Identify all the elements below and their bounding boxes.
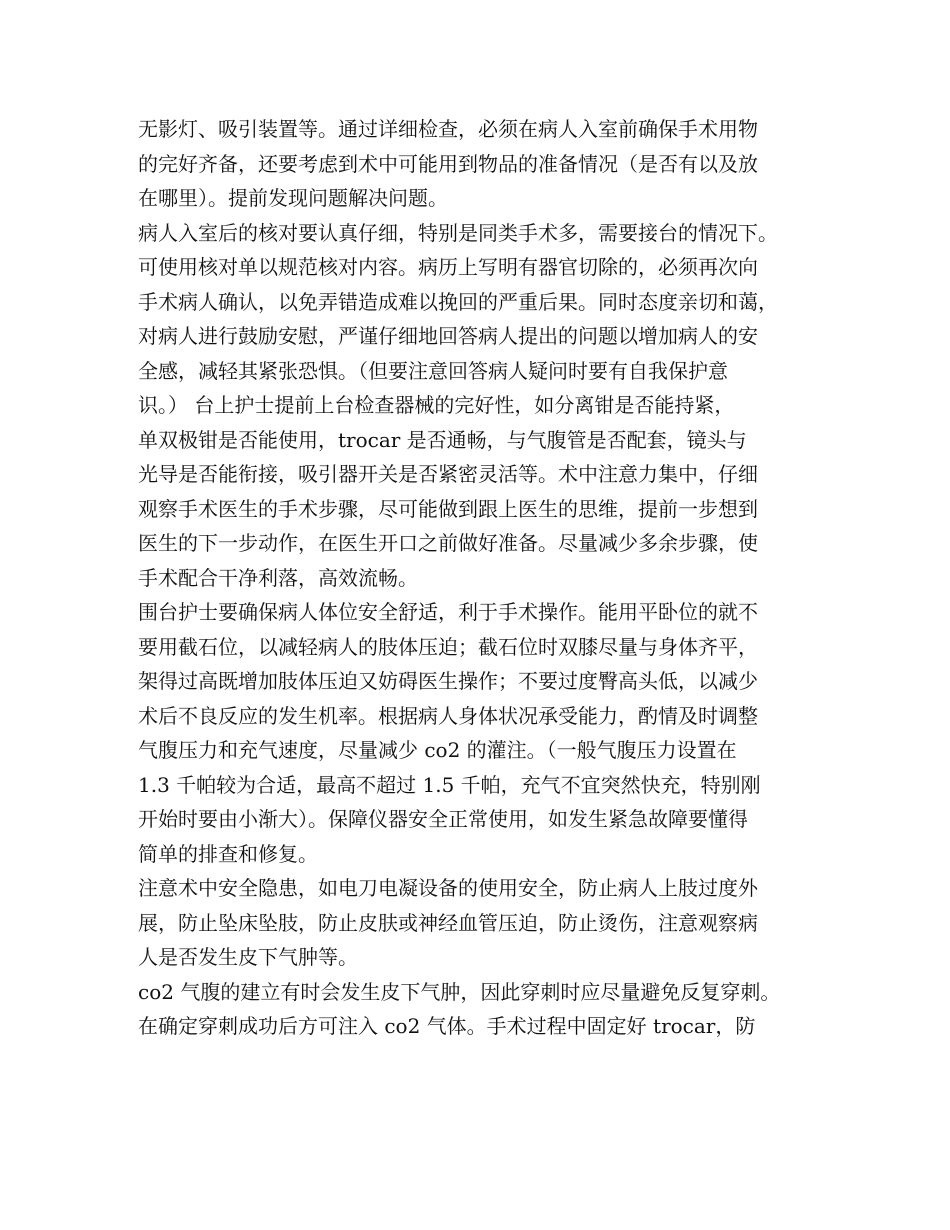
text-line: 可使用核对单以规范核对内容。病历上写明有器官切除的，必须再次向 bbox=[138, 255, 758, 279]
text-line: 单双极钳是否能使用，trocar 是否通畅，与气腹管是否配套，镜头与 bbox=[138, 427, 747, 452]
text-line: 术后不良反应的发生机率。根据病人身体状况承受能力，酌情及时调整 bbox=[138, 703, 758, 728]
text-line: 在哪里）。提前发现问题解决问题。 bbox=[138, 186, 448, 210]
text-line: 人是否发生皮下气肿等。 bbox=[138, 945, 358, 969]
text-line: 手术病人确认，以免弄错造成难以挽回的严重后果。同时态度亲切和蔼， bbox=[138, 289, 778, 314]
text-line: 观察手术医生的手术步骤，尽可能做到跟上医生的思维，提前一步想到 bbox=[138, 496, 758, 521]
text-line: 在确定穿刺成功后方可注入 co2 气体。手术过程中固定好 trocar，防 bbox=[138, 1014, 756, 1038]
text-line: 全感，减轻其紧张恐惧。（但要注意回答病人疑问时要有自我保护意 bbox=[138, 358, 728, 383]
text-line: 病人入室后的核对要认真仔细，特别是同类手术多，需要接台的情况下。 bbox=[138, 220, 778, 245]
text-line: 识。） 台上护士提前上台检查器械的完好性，如分离钳是否能持紧， bbox=[138, 393, 735, 417]
text-line: 气腹压力和充气速度，尽量减少 co2 的灌注。（一般气腹压力设置在 bbox=[138, 738, 737, 762]
text-line: 架得过高既增加肢体压迫又妨碍医生操作；不要过度臀高头低，以减少 bbox=[138, 669, 758, 693]
text-line: co2 气腹的建立有时会发生皮下气肿，因此穿刺时应尽量避免反复穿刺。 bbox=[138, 979, 781, 1004]
text-line: 展，防止坠床坠肢，防止皮肤或神经血管压迫，防止烫伤，注意观察病 bbox=[138, 910, 758, 935]
text-line: 医生的下一步动作，在医生开口之前做好准备。尽量减少多余步骤，使 bbox=[138, 531, 758, 555]
text-line: 的完好齐备，还要考虑到术中可能用到物品的准备情况（是否有以及放 bbox=[138, 151, 758, 176]
text-line: 围台护士要确保病人体位安全舒适，利于手术操作。能用平卧位的就不 bbox=[138, 600, 758, 624]
text-line: 开始时要由小渐大）。保障仪器安全正常使用，如发生紧急故障要懂得 bbox=[138, 807, 748, 831]
text-line: 对病人进行鼓励安慰，严谨仔细地回答病人提出的问题以增加病人的安 bbox=[138, 324, 758, 348]
text-line: 简单的排查和修复。 bbox=[138, 841, 318, 866]
body-text bbox=[138, 112, 828, 1044]
text-line: 手术配合干净利落，高效流畅。 bbox=[138, 565, 418, 590]
text-line: 要用截石位，以减轻病人的肢体压迫；截石位时双膝尽量与身体齐平， bbox=[138, 634, 758, 659]
text-line: 注意术中安全隐患，如电刀电凝设备的使用安全，防止病人上肢过度外 bbox=[138, 876, 758, 900]
text-line: 无影灯、吸引装置等。通过详细检查，必须在病人入室前确保手术用物 bbox=[138, 117, 758, 141]
text-line: 1.3 千帕较为合适，最高不超过 1.5 千帕，充气不宜突然快充，特别刚 bbox=[138, 772, 761, 797]
text-line: 光导是否能衔接，吸引器开关是否紧密灵活等。术中注意力集中，仔细 bbox=[138, 462, 758, 486]
